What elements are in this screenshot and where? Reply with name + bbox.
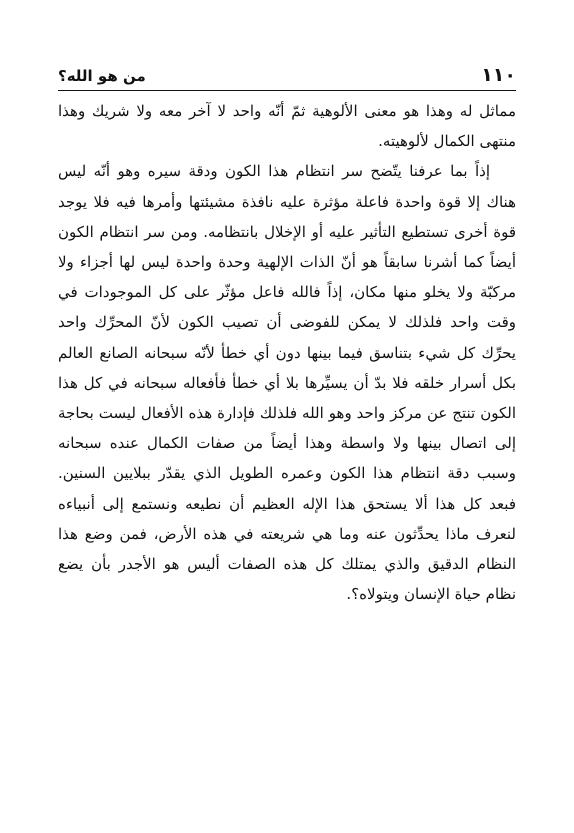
paragraph-continuation: مماثل له وهذا هو معنى الألوهية ثمّ أنّه واحد لا آخر معه ولا شريك وهذا منتهى الكمال لألوهيته. — [58, 102, 516, 151]
header-rule — [58, 90, 516, 91]
running-title: من هو الله؟ — [58, 67, 146, 85]
paragraph: إذاً بما عرفنا يتّضح سر انتظام هذا الكون ودقة سيره وهو أنّه ليس هناك إلا قوة واحدة فاعلة مؤثرة عليه نافذة مشيئتها وأمرها فيه فلا يوجد قوة أخرى تستطيع التأثير عليه أو الإخلال بانتظامه. ومن سر انتظام الكون أيضاً كما أشرنا سابقاً هو أنّ الذات الإلهية وحدة واحدة ليس لها أجزاء ولا مركبّة ولا يخلو منها مكان، إذاً فالله فاعل مؤثّر على كل الموجودات في وقت واحد فلذلك لا يمكن للفوضى أن تصيب الكون لأنّ المحرِّك واحد يحرِّك كل شيء بتناسق فيما بينها دون أي خطأ لأنّه سبحانه الصانع العالم بكل أسرار خلقه فلا بدّ أن يسيِّرها بلا أي خطأ فأفعاله سبحانه في كل هذا الكون تنتج عن مركز واحد وهو الله فلذلك فإدارة هذه الأفعال ليست بحاجة إلى اتصال بينها ولا واسطة وهذا أيضاً من صفات الكمال عنده سبحانه وسبب دقة انتظام هذا الكون وعمره الطويل الذي يقدّر ببلايين السنين. فبعد كل هذا ألا يستحق هذا الإله العظيم أن نطيعه ونستمع إلى أنبياءه لنعرف ماذا يحدِّثون عنه وما هي شريعته في هذه الأرض، فمن وضع هذا النظام الدقيق والذي يمتلك كل هذه الصفات أليس هو الأجدر بأن يضع نظام حياة الإنسان ويتولاه؟. — [58, 162, 516, 604]
body-text — [58, 96, 516, 609]
page-number: ١١٠ — [481, 64, 516, 86]
page-header — [58, 58, 516, 88]
